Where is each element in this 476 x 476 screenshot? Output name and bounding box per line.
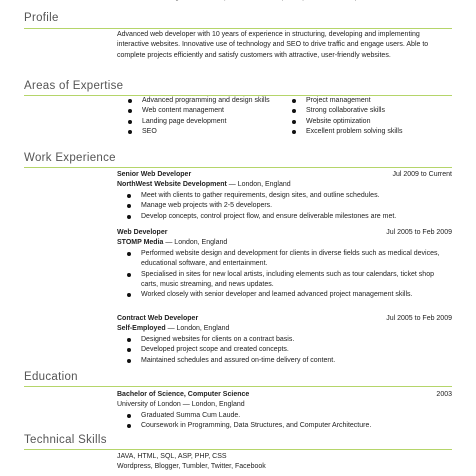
job-employer: STOMP Media	[117, 239, 164, 247]
job-bullet: Maintained schedules and assured on-time delivery of content.	[127, 356, 452, 366]
expertise-left-column	[128, 96, 270, 138]
section-title-work: Work Experience	[24, 152, 116, 164]
education-bullet: Coursework in Programming, Data Structures, and Computer Architecture.	[127, 421, 452, 431]
job-bullet: Meet with clients to gather requirements, design sites, and outline schedules.	[127, 191, 452, 201]
job-title: Contract Web Developer	[117, 315, 199, 322]
job-bullet: Performed website design and development for clients in diverse fields such as medical devices, educational software, and entertainment.	[127, 249, 452, 270]
job-bullet: Developed project scope and created concepts.	[127, 345, 452, 355]
section-title-education: Education	[24, 371, 78, 383]
job-dates: Jul 2005 to Feb 2009	[386, 229, 452, 236]
tech-skills-line: Wordpress, Blogger, Tumbler, Twitter, Facebook	[117, 463, 266, 471]
job-title: Senior Web Developer	[117, 171, 192, 178]
expertise-item: SEO	[128, 127, 270, 137]
section-title-expertise: Areas of Expertise	[24, 80, 124, 92]
section-title-profile: Profile	[24, 12, 59, 24]
expertise-item: Excellent problem solving skills	[292, 127, 452, 137]
expertise-item: Web content management	[128, 106, 270, 116]
section-divider	[24, 167, 452, 168]
job-bullet: Worked closely with senior developer and learned advanced project management skills.	[127, 290, 452, 300]
school-name: University of London	[117, 401, 181, 409]
section-divider	[24, 28, 452, 29]
job-bullet: Designed websites for clients on a contract basis.	[127, 335, 452, 345]
section-title-technical-skills: Technical Skills	[24, 434, 107, 446]
job-employer: NorthWest Website Development	[117, 181, 227, 189]
profile-text: Advanced web developer with 10 years of experience in structuring, developing and implementing interactive websites. Innovative use of technology and SEO to drive traffic and engage users. Able to complete projects efficiently and satisfy customers with attractive, user-friendly websites.	[117, 31, 429, 59]
education-entry	[117, 390, 452, 432]
job-bullet: Develop concepts, control project flow, and ensure deliverable milestones are met.	[127, 212, 452, 222]
job-bullet: Manage web projects with 2-5 developers.	[127, 201, 452, 211]
job-location: — London, England	[165, 325, 230, 333]
job-title: Web Developer	[117, 229, 168, 236]
tech-skills-line: JAVA, HTML, SQL, ASP, PHP, CSS	[117, 453, 227, 460]
job-dates: Jul 2005 to Feb 2009	[386, 315, 452, 322]
profile-summary	[117, 30, 452, 61]
section-divider	[24, 386, 452, 387]
section-divider	[24, 449, 452, 450]
expertise-right-column	[292, 96, 452, 138]
expertise-item: Project management	[292, 96, 452, 106]
job-location: — London, England	[163, 239, 228, 247]
job-location: — London, England	[226, 181, 291, 189]
job-entry	[117, 314, 452, 366]
job-employer: Self-Employed	[117, 325, 166, 333]
job-dates: Jul 2009 to Current	[392, 171, 452, 178]
expertise-item: Strong collaborative skills	[292, 106, 452, 116]
graduation-year: 2003	[436, 391, 452, 398]
expertise-item: Website optimization	[292, 117, 452, 127]
school-location: — London, England	[180, 401, 245, 409]
expertise-item: Landing page development	[128, 117, 270, 127]
degree-field: , Computer Science	[183, 391, 250, 398]
contact-line	[0, 0, 476, 1]
job-entry	[117, 228, 452, 301]
job-bullet: Specialised in sites for new local artists, including elements such as tour calendars, ticket shop carts, music streaming, and news updates.	[127, 270, 452, 291]
degree: Bachelor of Science	[117, 391, 184, 398]
technical-skills-list	[117, 452, 266, 473]
education-bullet: Graduated Summa Cum Laude.	[127, 411, 452, 421]
expertise-item: Advanced programming and design skills	[128, 96, 270, 106]
job-entry	[117, 170, 452, 222]
